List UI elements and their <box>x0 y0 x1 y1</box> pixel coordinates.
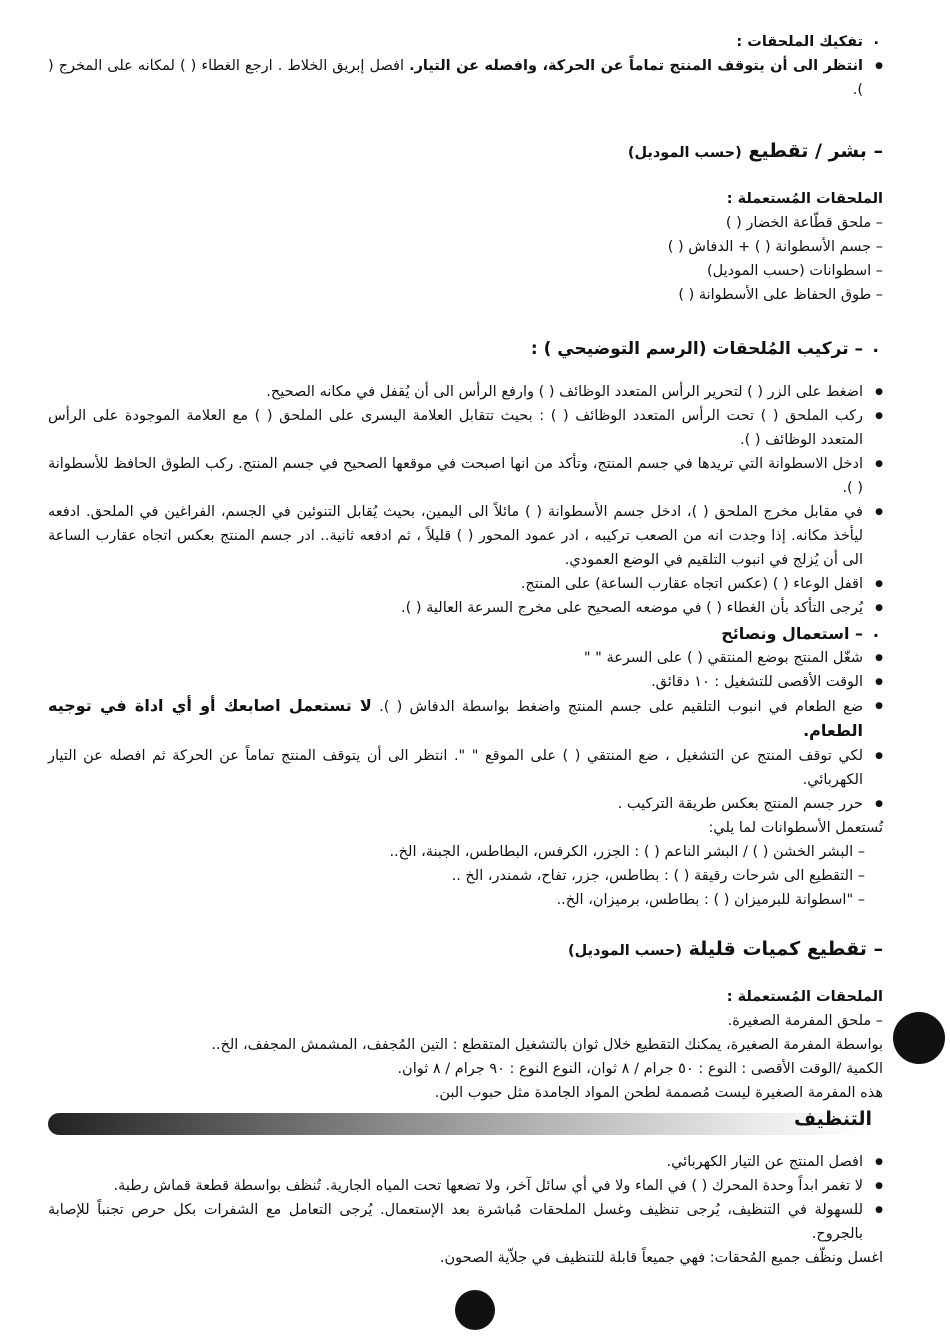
title-note: (حسب الموديل) <box>568 943 682 959</box>
uses-title: تُستعمل الأسطوانات لما يلي: <box>708 820 883 836</box>
section-title-cleaning: التنظيف <box>793 1108 872 1130</box>
text-line: – ملحق المفرمة الصغيرة. <box>727 1013 883 1029</box>
bold-warning: انتظر الى أن يتوقف المنتج تماماً عن الحركة، وافصله عن التيار. <box>409 58 864 74</box>
section-title-disassembly: . تفكيك الملحقات : <box>48 30 883 54</box>
list-item <box>48 694 883 744</box>
bullet-disassembly <box>48 54 883 102</box>
title-note: (حسب الموديل) <box>627 145 742 161</box>
section-title-assembly: . – تركيب المُلحقات (الرسم التوضيحي ) : <box>48 335 883 363</box>
cleaning-content <box>48 1150 883 1270</box>
bold-warning: لا تستعمل اصابعك أو أي اداة في توجيه الطعام. <box>48 696 863 740</box>
list-item: ● ادخل الاسطوانة التي تريدها في جسم المنتج، وتأكد من انها اصبحت في موقعها الصحيح في جسم المنتج. ركب الطوق الحافظ للأسطوانة ( ). <box>48 452 883 500</box>
list-item: ● الوقت الأقصى للتشغيل : ١٠ دقائق. <box>48 670 883 694</box>
text-line: اغسل ونظّف جميع المُحقات: فهي جميعاً قابلة للتنظيف في جلاّية الصحون. <box>439 1250 883 1266</box>
accessories-title: الملحقات المُستعملة : <box>726 191 883 207</box>
list-item: ● اضغط على الزر ( ) لتحرير الرأس المتعدد الوظائف ( ) وارفع الرأس الى أن يُقفل في مكانه الصحيح. <box>48 380 883 404</box>
bullet-text: ضع الطعام في انبوب التلقيم على جسم المنتج واضغط بواسطة الدفاش ( ). <box>371 699 864 715</box>
page-number-marker <box>455 1290 495 1330</box>
page-tab-marker <box>893 1012 945 1064</box>
bullet-text: افصل إبريق الخلاط . ارجع الغطاء ( ) لمكانه على المخرج ( ). <box>48 58 863 98</box>
accessory-item: – ملحق قطّاعة الخضار ( ) <box>725 215 883 231</box>
section-title-small-quantities <box>48 934 883 966</box>
text-line: بواسطة المفرمة الصغيرة، يمكنك التقطيع خلال ثوان بالتشغيل المتقطع : التين المُجفف، المشمش المجفف، الخ.. <box>211 1037 883 1053</box>
list-item: ● في مقابل مخرج الملحق ( )، ادخل جسم الأسطوانة ( ) مائلاً الى اليمين، بحيث يُقابل التنوئين في الجسم، الفراغين في الملحق. ادفعه ليأخذ مكانه. إذا وجدت انه من الصعب تركيبه ، ادر عمود المحور ( ) قليلاً ، ثم ادفعه ثانية.. ادر جسم المنتج بعكس اتجاه عقارب الساعة الى أن يُزلج في انبوب التلقيم في الوضع العمودي. <box>48 500 883 572</box>
use-item: – البشر الخشن ( ) / البشر الناعم ( ) : الجزر، الكرفس، البطاطس، الجبنة، الخ.. <box>389 844 865 860</box>
accessory-item: – اسطوانات (حسب الموديل) <box>706 263 883 279</box>
section-title-usage: . – استعمال ونصائح <box>48 622 883 646</box>
accessory-item: – طوق الحفاظ على الأسطوانة ( ) <box>678 287 883 303</box>
use-item: – التقطيع الى شرحات رقيقة ( ) : بطاطس، جزر، تفاح، شمندر، الخ .. <box>451 868 865 884</box>
text-line: هذه المفرمة الصغيرة ليست مُصممة لطحن المواد الجامدة مثل حبوب البن. <box>434 1085 883 1101</box>
title-text: – تقطيع كميات قليلة <box>688 938 883 960</box>
section-title-grating <box>48 136 883 168</box>
list-item: ● حرر جسم المنتج بعكس طريقة التركيب . <box>48 792 883 816</box>
use-item: – "اسطوانة للبرميزان ( ) : بطاطس، برميزان، الخ.. <box>556 892 865 908</box>
accessory-item: – جسم الأسطوانة ( ) + الدفاش ( ) <box>667 239 883 255</box>
list-item: ● افصل المنتج عن التيار الكهربائي. <box>48 1150 883 1174</box>
title-text: – بشر / تقطيع <box>748 140 883 162</box>
list-item: ● يُرجى التأكد بأن الغطاء ( ) في موضعه الصحيح على مخرج السرعة العالية ( ). <box>48 596 883 620</box>
list-item: ● شغّل المنتج بوضع المنتقي ( ) على السرعة " " <box>48 646 883 670</box>
list-item: ● لا تغمر ابداً وحدة المحرك ( ) في الماء ولا في أي سائل آخر، ولا تضعها تحت المياه الجارية. تُنظف بواسطة قطعة قماش رطبة. <box>48 1174 883 1198</box>
section-header-bar <box>48 1113 873 1135</box>
list-item: ● ركب الملحق ( ) تحت الرأس المتعدد الوظائف ( ) : بحيث تتقابل العلامة اليسرى على الملحق ( ) مع العلامة الموجودة على الرأس المتعدد الوظائف ( ). <box>48 404 883 452</box>
text-line: الكمية /الوقت الأقصى : النوع : ٥٠ جرام / ٨ ثوان، النوع النوع : ٩٠ جرام / ٨ ثوان. <box>397 1061 883 1077</box>
list-item: ● للسهولة في التنظيف، يُرجى تنظيف وغسل الملحقات مُباشرة بعد الإستعمال. يُرجى التعامل مع الشفرات بكل حرص تجنباً للإصابة بالجروح. <box>48 1198 883 1246</box>
accessories-title: الملحقات المُستعملة : <box>726 989 883 1005</box>
list-item: ● اقفل الوعاء ( ) (عكس اتجاه عقارب الساعة) على المنتج. <box>48 572 883 596</box>
page-content <box>48 30 883 1105</box>
list-item: ● لكي توقف المنتج عن التشغيل ، ضع المنتقي ( ) على الموقع " ". انتظر الى أن يتوقف المنتج تماماً عن الحركة ثم افصله عن التيار الكهربائي. <box>48 744 883 792</box>
